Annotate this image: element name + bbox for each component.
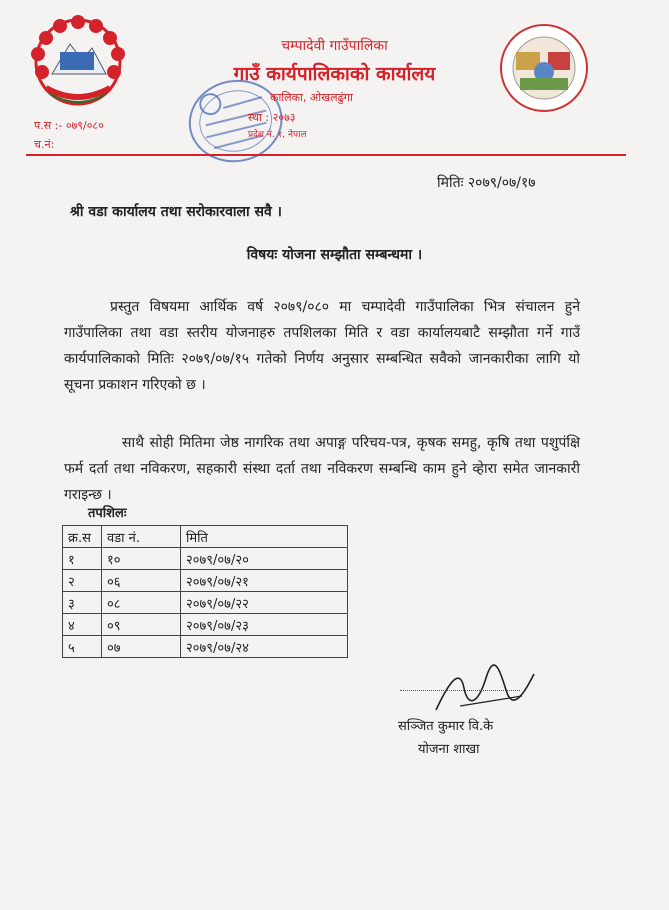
cell-serial: ४: [63, 614, 102, 636]
cell-date: २०७९/०७/२३: [181, 614, 348, 636]
cell-date: २०७९/०७/२०: [181, 548, 348, 570]
table-label: तपशिलः: [88, 506, 127, 521]
municipality-name: चम्पादेवी गाउँपालिका: [281, 38, 388, 54]
header-ward: वडा नं.: [102, 526, 181, 548]
cell-ward: ०८: [102, 592, 181, 614]
cell-ward: १०: [102, 548, 181, 570]
cell-serial: २: [63, 570, 102, 592]
cell-ward: ०९: [102, 614, 181, 636]
table-header-row: [63, 526, 348, 548]
header-serial: क्र.स: [63, 526, 102, 548]
body-paragraph-1: प्रस्तुत विषयमा आर्थिक वर्ष २०७९/०८० मा चम्पादेवी गाउँपालिका भित्र संचालन हुने गाउँपालिका तथा वडा स्तरीय योजनाहरु तपशिलका मिति र वडा कार्यालयबाटै सम्झौता गर्ने गाउँ कार्यपालिकाको मितिः २०७९/०७/१५ गतेको निर्णय अनुसार सम्बन्धित सवैको जानकारीका लागि यो सूचना प्रकाशन गरिएको छ ।: [64, 299, 580, 393]
table-row: [63, 614, 348, 636]
table-row: [63, 570, 348, 592]
signatory-name: सञ्जित कुमार वि.के: [398, 719, 494, 734]
header-divider: [26, 154, 626, 156]
establishment-year: स्था : २०७३: [248, 111, 296, 124]
cell-serial: ३: [63, 592, 102, 614]
table-row: [63, 592, 348, 614]
province: प्रदेश नं. १, नेपाल: [248, 130, 307, 140]
cell-date: २०७९/०७/२४: [181, 636, 348, 658]
schedule-table: [62, 525, 348, 658]
signature-line: [400, 690, 520, 691]
cell-serial: १: [63, 548, 102, 570]
table-row: [63, 636, 348, 658]
cell-serial: ५: [63, 636, 102, 658]
signatory-department: योजना शाखा: [418, 742, 480, 757]
dispatch-number: च.नं:: [34, 138, 55, 151]
body-paragraph-2: साथै सोही मितिमा जेष्ठ नागरिक तथा अपाङ्ग परिचय-पत्र, कृषक समहु, कृषि तथा पशुपंक्षि फर्म दर्ता तथा नविकरण, सहकारी संस्था दर्ता तथा नविकरण सम्बन्धि काम हुने व्हेारा समेत जानकारी गराइन्छ ।: [64, 435, 580, 503]
recipient: श्री वडा कार्यालय तथा सरोकारवाला सवै ।: [70, 204, 282, 220]
cell-ward: ०६: [102, 570, 181, 592]
letter-date: मितिः २०७९/०७/१७: [437, 175, 536, 191]
cell-date: २०७९/०७/२१: [181, 570, 348, 592]
subject-line: विषयः योजना सम्झौता सम्बन्धमा ।: [246, 247, 423, 263]
reference-number: प.स :- ०७९/०८०: [34, 119, 104, 132]
signature-icon: [430, 660, 540, 724]
office-address: कालिका, ओखलढुंगा: [270, 91, 353, 104]
cell-date: २०७९/०७/२२: [181, 592, 348, 614]
header-date: मिति: [181, 526, 348, 548]
office-name: गाउँ कार्यपालिकाको कार्यालय: [233, 63, 436, 85]
cell-ward: ०७: [102, 636, 181, 658]
table-row: [63, 548, 348, 570]
